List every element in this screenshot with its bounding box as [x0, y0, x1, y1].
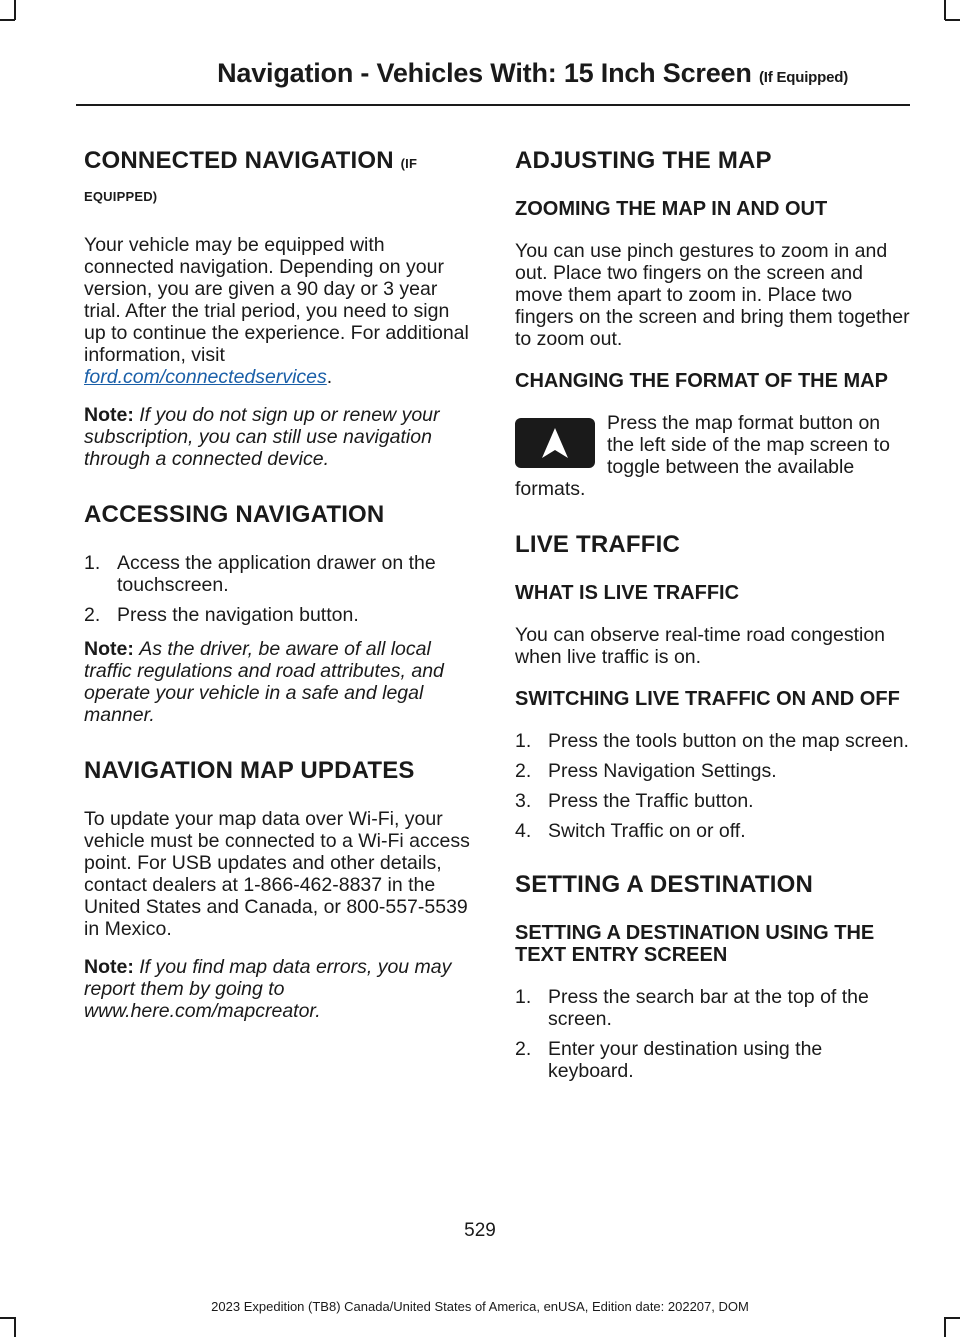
adjusting-map-heading: ADJUSTING THE MAP [515, 147, 772, 174]
format-heading: CHANGING THE FORMAT OF THE MAP [515, 370, 888, 392]
destination-steps [515, 986, 910, 1082]
setting-destination-heading: SETTING A DESTINATION [515, 871, 813, 898]
crop-mark [944, 1317, 946, 1337]
connected-navigation-heading: CONNECTED NAVIGATION (IF EQUIPPED) [84, 147, 418, 204]
list-item: 2. Enter your destination using the keyboard. [515, 1038, 823, 1082]
header-title: Navigation - Vehicles With: 15 Inch Screen [217, 58, 752, 88]
connected-navigation-note: Note: If you do not sign up or renew your subscription, you can still use navigation through a connected device. [84, 404, 440, 470]
connected-navigation-body: Your vehicle may be equipped with connected navigation. Depending on your version, you are given a 90 day or 3 year trial. After the trial period, you need to sign up to continue the experience. For additional information, visit ford.com/connectedservices. [84, 234, 469, 388]
header-qualifier: (If Equipped) [758, 69, 848, 86]
right-column [515, 146, 910, 1094]
accessing-note: Note: As the driver, be aware of all local traffic regulations and road attributes, and operate your vehicle in a safe and legal manner. [84, 638, 444, 726]
map-updates-note: Note: If you find map data errors, you may report them by going to www.here.com/mapcreator. [84, 956, 452, 1022]
page-header [217, 58, 848, 89]
accessing-steps [84, 552, 476, 626]
what-is-live-traffic-heading: WHAT IS LIVE TRAFFIC [515, 582, 740, 604]
left-column [84, 146, 476, 1038]
zooming-body: You can use pinch gestures to zoom in and out. Place two fingers on the screen and move them apart to zoom in. Place two fingers on the screen and bring them together to zoom out. [515, 240, 910, 350]
map-updates-heading: NAVIGATION MAP UPDATES [84, 757, 415, 784]
switching-traffic-heading: SWITCHING LIVE TRAFFIC ON AND OFF [515, 688, 900, 710]
page-number: 529 [464, 1220, 496, 1241]
accessing-navigation-heading: ACCESSING NAVIGATION [84, 501, 385, 528]
connected-services-link[interactable]: ford.com/connectedservices [84, 366, 327, 388]
traffic-steps [515, 730, 910, 842]
crop-mark [945, 19, 960, 21]
list-item: 1. Access the application drawer on the touchscreen. [84, 552, 436, 596]
crop-mark [945, 1317, 960, 1319]
navigation-arrow-icon [540, 426, 570, 460]
crop-mark [944, 0, 946, 20]
format-body: Press the map format button on the left side of the map screen to toggle between the available formats. [515, 412, 890, 500]
crop-mark [0, 1317, 15, 1319]
list-item: 1. Press the tools button on the map screen. [515, 730, 909, 752]
crop-mark [0, 19, 15, 21]
map-updates-body: To update your map data over Wi-Fi, your vehicle must be connected to a Wi-Fi access point. For USB updates and other details, contact dealers at 1-866-462-8837 in the United States and Canada, or 800-557-5539 in Mexico. [84, 808, 470, 940]
map-format-button [515, 418, 595, 468]
list-item: 2. Press the navigation button. [84, 604, 359, 626]
list-item: 2. Press Navigation Settings. [515, 760, 777, 782]
header-rule [76, 104, 910, 106]
crop-mark [14, 1317, 16, 1337]
live-traffic-body: You can observe real-time road congestion when live traffic is on. [515, 624, 886, 668]
text-entry-heading: SETTING A DESTINATION USING THE TEXT ENTRY SCREEN [515, 922, 875, 966]
list-item: 4. Switch Traffic on or off. [515, 820, 746, 842]
zooming-heading: ZOOMING THE MAP IN AND OUT [515, 198, 828, 220]
list-item: 3. Press the Traffic button. [515, 790, 754, 812]
list-item: 1. Press the search bar at the top of the screen. [515, 986, 869, 1030]
live-traffic-heading: LIVE TRAFFIC [515, 531, 681, 558]
crop-mark [14, 0, 16, 20]
page-footer: 2023 Expedition (TB8) Canada/United States of America, enUSA, Edition date: 202207, DOM [211, 1299, 749, 1314]
